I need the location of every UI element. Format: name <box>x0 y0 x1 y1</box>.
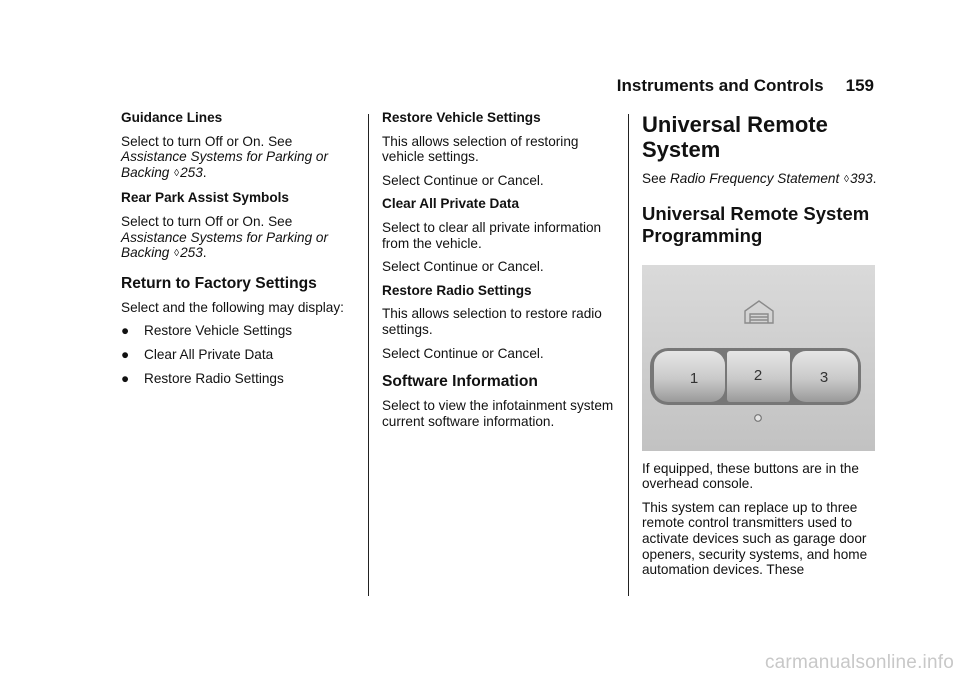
rear-park-assist-reference[interactable]: Assistance Systems for Parking or Backing <box>121 229 328 261</box>
bullet-icon: ● <box>121 346 130 362</box>
button-3-label: 3 <box>819 368 829 386</box>
button-1-label: 1 <box>689 369 699 387</box>
factory-settings-text: Select and the following may display: <box>121 299 344 315</box>
column-middle <box>382 110 618 437</box>
list-item: ● Restore Radio Settings <box>121 370 284 386</box>
guidance-lines-text: Select to turn Off or On. See Assistance Systems for Parking or Backing ◊253. <box>121 133 328 180</box>
bullet-icon: ● <box>121 323 130 339</box>
system-description-text: This system can replace up to three remote control transmitters used to activate devices such as garage door openers, security systems, and home automation devices. These <box>642 499 868 578</box>
clear-private-data-text: Select to clear all private information from the vehicle. <box>382 219 602 251</box>
column-divider <box>628 114 629 596</box>
programming-title: Universal Remote System Programming <box>642 202 870 246</box>
page-ref-arrow-icon: ◊ <box>174 248 180 260</box>
universal-remote-title: Universal Remote System <box>642 112 828 162</box>
page-header <box>617 76 874 96</box>
console-location-text: If equipped, these buttons are in the overhead console. <box>642 460 859 492</box>
radio-frequency-reference[interactable]: Radio Frequency Statement <box>669 171 840 186</box>
rear-park-assist-heading: Rear Park Assist Symbols <box>121 190 289 206</box>
restore-vehicle-heading: Restore Vehicle Settings <box>382 110 541 125</box>
see-reference: See Radio Frequency Statement ◊393. <box>642 171 877 186</box>
watermark: carmanualsonline.info <box>764 652 954 673</box>
restore-radio-text: This allows selection to restore radio settings. <box>382 306 602 337</box>
factory-settings-list <box>121 323 357 386</box>
column-left <box>121 110 357 394</box>
rear-park-assist-page[interactable]: 253 <box>180 245 203 261</box>
software-info-text: Select to view the infotainment system current software information. <box>382 398 614 429</box>
software-info-heading: Software Information <box>382 373 538 391</box>
section-title: Instruments and Controls <box>616 76 824 95</box>
clear-private-data-heading: Clear All Private Data <box>382 196 520 212</box>
rear-park-assist-text: Select to turn Off or On. See Assistance Systems for Parking or Backing ◊253. <box>121 213 328 261</box>
guidance-lines-page[interactable]: 253 <box>180 164 203 180</box>
column-right <box>642 110 878 586</box>
bullet-icon: ● <box>121 370 130 386</box>
column-divider <box>368 114 369 596</box>
indicator-light-icon <box>755 414 762 421</box>
restore-vehicle-text: This allows selection of restoring vehicle settings. <box>382 133 579 165</box>
factory-settings-heading: Return to Factory Settings <box>121 274 317 292</box>
guidance-lines-heading: Guidance Lines <box>121 110 223 125</box>
page-ref-arrow-icon: ◊ <box>174 167 180 179</box>
restore-radio-heading: Restore Radio Settings <box>382 282 532 298</box>
list-item: ● Restore Vehicle Settings <box>121 323 293 339</box>
button-2-label: 2 <box>753 366 763 384</box>
clear-private-data-select: Select Continue or Cancel. <box>382 259 544 275</box>
radio-frequency-page[interactable]: 393 <box>849 171 873 186</box>
restore-radio-select: Select Continue or Cancel. <box>382 345 544 361</box>
overhead-console-photo <box>642 265 875 451</box>
list-item: ● Clear All Private Data <box>121 346 274 362</box>
page-ref-arrow-icon: ◊ <box>844 174 849 185</box>
page-number: 159 <box>845 76 874 95</box>
guidance-lines-reference[interactable]: Assistance Systems for Parking or Backing <box>121 149 328 180</box>
restore-vehicle-select: Select Continue or Cancel. <box>382 172 544 188</box>
